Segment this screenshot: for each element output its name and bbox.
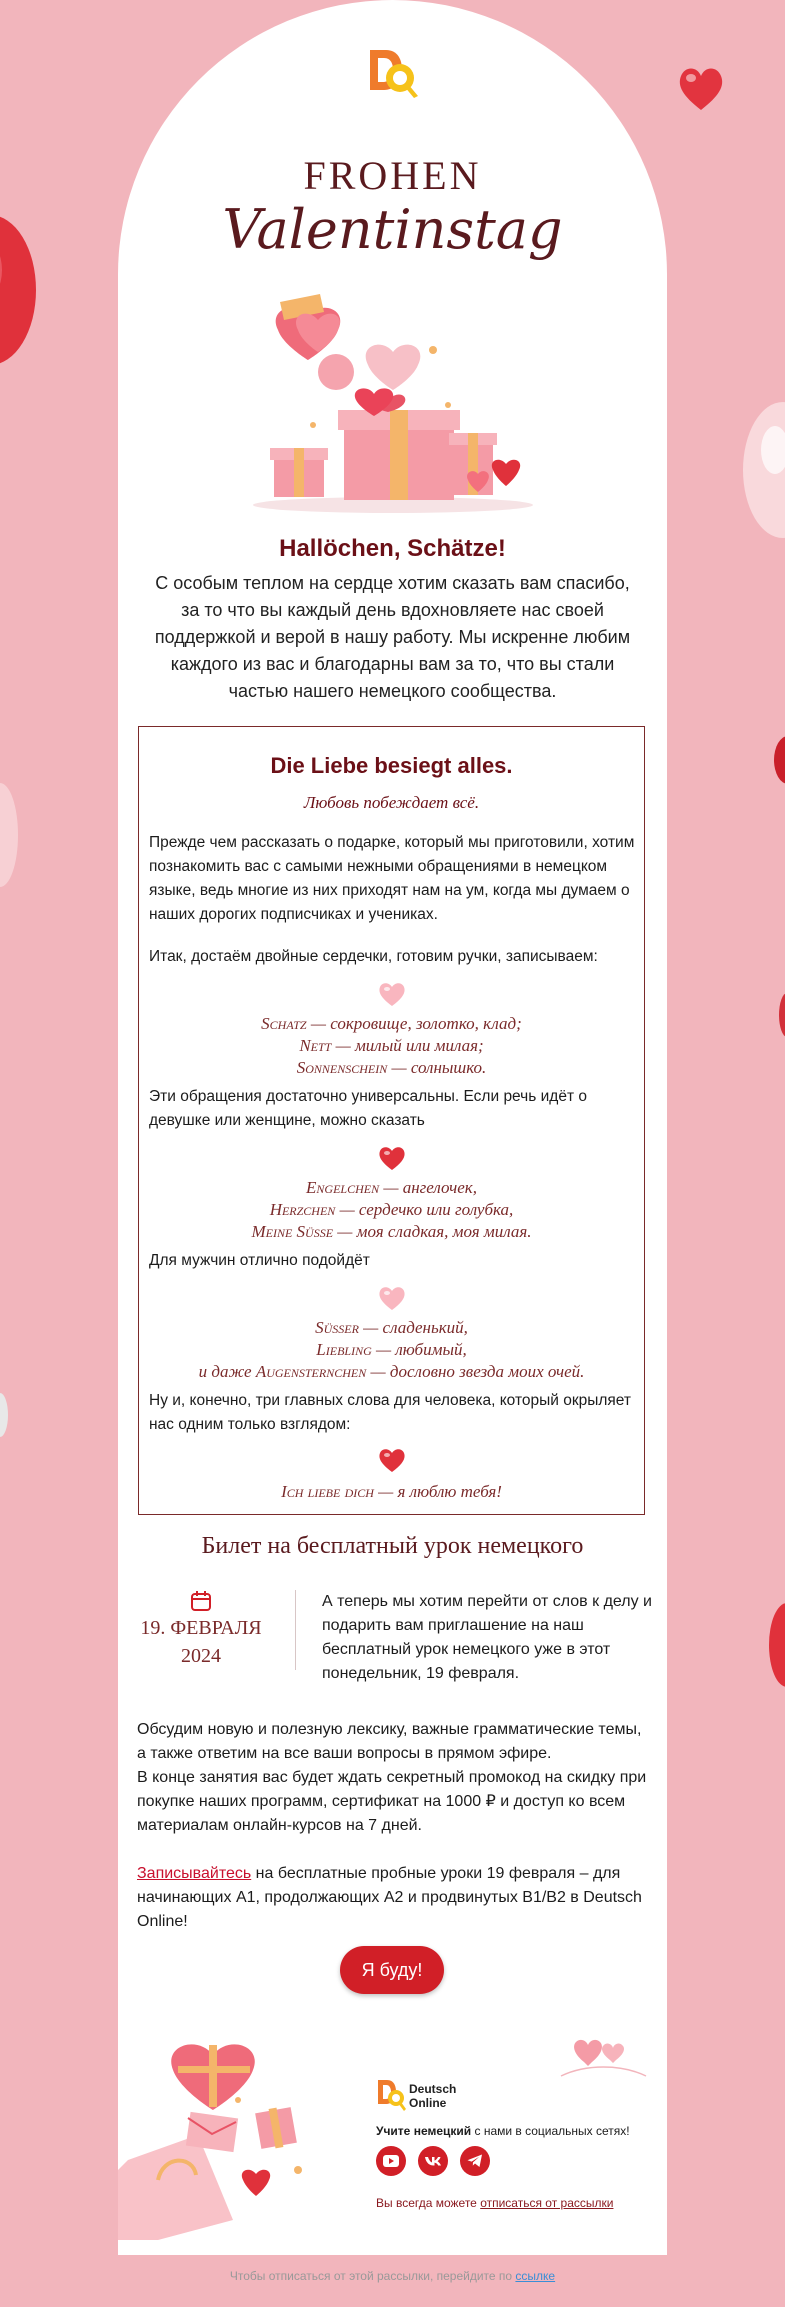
- signup-text: на бесплатные пробные уроки 19 февраля – для начинающих A1, продолжающих A2 и продвинутых B1/B2 в Deutsch Online!: [137, 1865, 642, 1930]
- vocab-item-sonnenschein: Sonnenschein — солнышко.: [296, 1058, 487, 1077]
- footer-brand-name: [409, 2082, 456, 2110]
- heart-red-icon: [377, 1143, 407, 1173]
- box-paragraph-2: Итак, достаём двойные сердечки, готовим ручки, записываем:: [149, 948, 598, 965]
- hero-title-valentinstag: Valentinstag: [222, 198, 563, 261]
- date-divider: [295, 1590, 296, 1670]
- lesson-invitation-text: А теперь мы хотим перейти от слов к делу и подарить вам приглашение на наш бесплатный урок немецкого уже в этот понедельник, 19 февраля.: [322, 1593, 652, 1682]
- calendar-icon: [190, 1590, 212, 1612]
- signup-link[interactable]: Записывайтесь: [137, 1865, 252, 1882]
- bg-balloon-right-icon: [735, 400, 785, 550]
- box-paragraph-1: Прежде чем рассказать о подарке, который мы приготовили, хотим познакомить вас с самыми нежными обращениями в немецком языке, ведь многие из них приходят нам на ум, когда мы думаем о наших дорогих подписчиках и учениках.: [149, 834, 635, 923]
- cta-button[interactable]: Я буду!: [340, 1946, 444, 1994]
- vk-icon[interactable]: [418, 2146, 448, 2176]
- lesson-description-p1: Обсудим новую и полезную лексику, важные грамматические темы, а также ответим на все ваши вопросы в прямом эфире.: [137, 1721, 642, 1762]
- lesson-description-p2: В конце занятия вас будет ждать секретный промокод на скидку при покупке наших программ, сертификат на 1000 ₽ и доступ ко всем материалам онлайн-курсов на 7 дней.: [137, 1769, 647, 1834]
- box-paragraph-4: Для мужчин отлично подойдёт: [149, 1252, 370, 1269]
- box-subtitle: Любовь побеждает всё.: [303, 793, 480, 812]
- lesson-date-year: 2024: [181, 1645, 221, 1667]
- lesson-title: Билет на бесплатный урок немецкого: [201, 1533, 584, 1559]
- bg-heart-topright-icon: [675, 62, 727, 114]
- bg-heart-right3-icon: [765, 1600, 785, 1690]
- lesson-date-day: 19. ФЕВРАЛЯ: [140, 1617, 262, 1639]
- telegram-icon[interactable]: [460, 2146, 490, 2176]
- hero-title-frohen: FROHEN: [303, 153, 482, 198]
- bottom-unsubscribe-note: Чтобы отписаться от этой рассылки, перейдите по ссылке: [229, 2269, 556, 2283]
- heart-pink2-icon: [377, 1283, 407, 1313]
- lesson-description: [137, 1718, 647, 1838]
- bg-balloon-left-icon: [0, 780, 20, 890]
- brand-line-1: Deutsch: [409, 2082, 457, 2096]
- vocab-item-meine-suesse: Meine Süße — моя сладкая, моя милая.: [251, 1222, 532, 1241]
- footer-hearts-icon: [556, 2030, 651, 2080]
- vocab-item-herzchen: Herzchen — сердечко или голубка,: [269, 1200, 514, 1219]
- vocab-item-ich-liebe-dich: Ich liebe dich — я люблю тебя!: [281, 1482, 502, 1501]
- vocab-item-suesser: Süßer — сладенький,: [315, 1318, 468, 1337]
- vocab-item-augensternchen: и даже Augensternchen — дословно звезда моих очей.: [198, 1362, 585, 1381]
- vocab-group-universal: [139, 1013, 644, 1079]
- unsubscribe-link[interactable]: отписаться от рассылки: [480, 2196, 614, 2210]
- footer-logo: [376, 2078, 406, 2112]
- gifts-footer-illustration: [118, 2030, 343, 2240]
- email-card: [118, 0, 667, 2255]
- signup-paragraph: [137, 1862, 647, 1934]
- greeting-heading: Hallöchen, Schätze!: [279, 535, 506, 562]
- box-title: Die Liebe besiegt alles.: [270, 753, 513, 778]
- bg-heart-right2-icon: [775, 990, 785, 1040]
- heart-pink-icon: [377, 979, 407, 1009]
- gift-box-hearts-illustration: [238, 290, 548, 515]
- vocab-item-engelchen: Engelchen — ангелочек,: [306, 1178, 477, 1197]
- footer-unsubscribe: Вы всегда можете отписаться от рассылки: [376, 2196, 614, 2210]
- vocab-group-women: [139, 1177, 644, 1243]
- deutsch-online-logo: [364, 44, 420, 100]
- bg-heart-left2-icon: [0, 1390, 10, 1440]
- love-vocabulary-box: [138, 726, 645, 1515]
- bottom-unsubscribe-link[interactable]: ссылке: [515, 2269, 556, 2283]
- heart-red2-icon: [377, 1445, 407, 1475]
- social-invite-text: Учите немецкий с нами в социальных сетях!: [376, 2124, 630, 2138]
- vocab-item-schatz: Schatz — сокровище, золотко, клад;: [261, 1014, 522, 1033]
- box-paragraph-5: Ну и, конечно, три главных слова для человека, который окрыляет нас одним только взглядом:: [149, 1392, 632, 1433]
- bg-heart-right-icon: [770, 730, 785, 790]
- box-paragraph-3: Эти обращения достаточно универсальны. Если речь идёт о девушке или женщине, можно сказать: [149, 1088, 587, 1129]
- bg-heart-left-icon: [0, 210, 40, 370]
- brand-line-2: Online: [409, 2096, 447, 2110]
- vocab-item-nett: Nett — милый или милая;: [299, 1036, 484, 1055]
- vocab-group-men: [139, 1317, 644, 1383]
- vocab-item-liebling: Liebling — любимый,: [316, 1340, 467, 1359]
- youtube-icon[interactable]: [376, 2146, 406, 2176]
- intro-paragraph: С особым теплом на сердце хотим сказать вам спасибо, за то что вы каждый день вдохновляете нас своей поддержкой и верой в нашу работу. Мы искренне любим каждого из вас и благодарны вам за то, что вы стали частью нашего немецкого сообщества.: [154, 573, 631, 701]
